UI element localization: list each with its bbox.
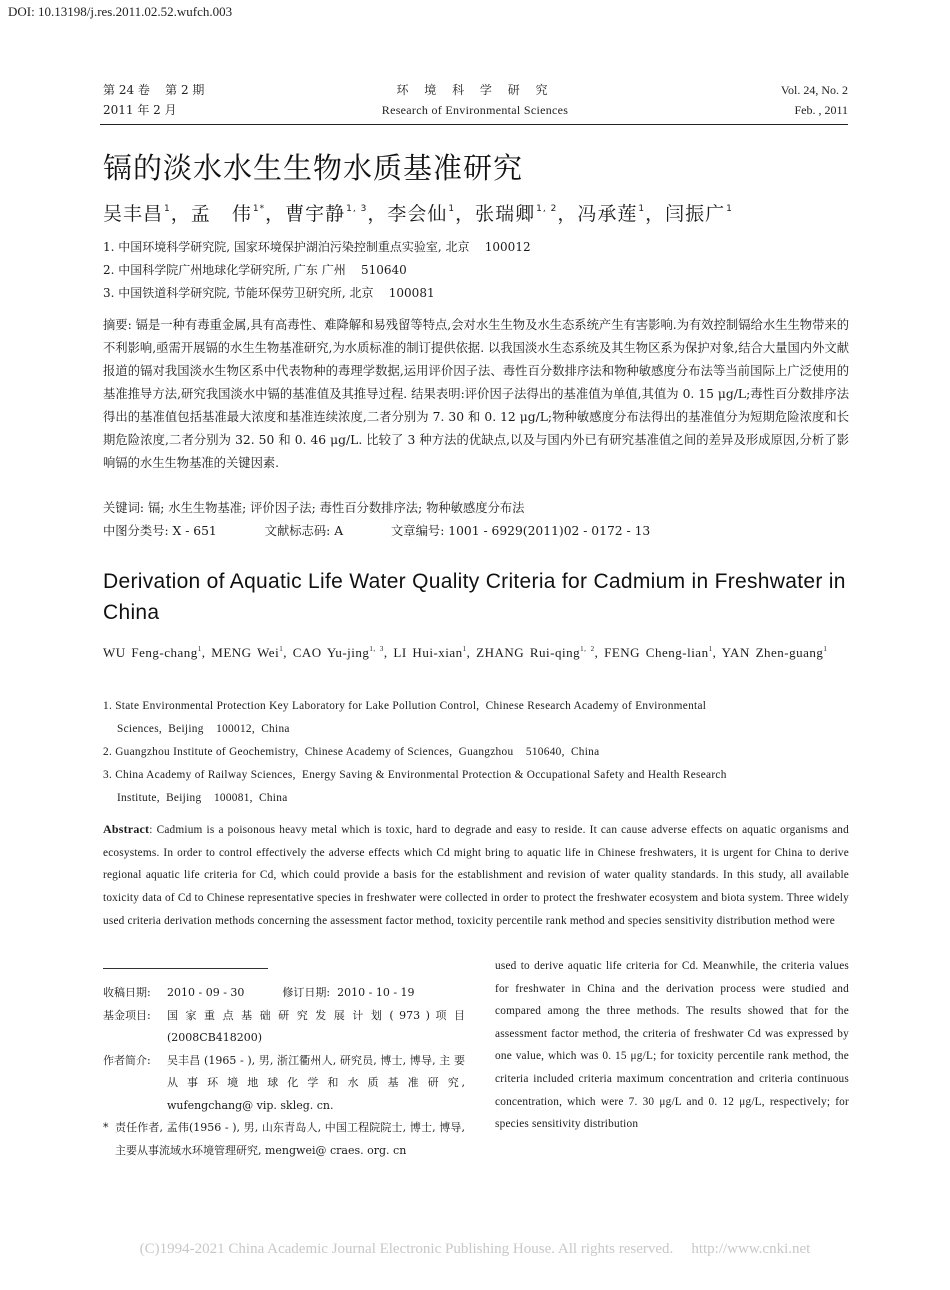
author-list-cn [103,199,733,226]
document-code: 文献标志码: A [264,524,344,538]
author-en: WU Feng-chang$^1$, [103,645,206,660]
volume-issue-en: Vol. 24, No. 2 [780,83,848,97]
copyright-text: (C)1994-2021 China Academic Journal Electronic Publishing House. All rights reserved. [139,1241,674,1257]
journal-volume-info-en [781,80,848,120]
asterisk-mark: * [103,1121,109,1134]
footnote-fund: 基金项目: 国 家 重 点 基 础 研 究 发 展 计 划 ( 973 ) 项 目 (2008CB418200) [103,1008,465,1044]
affiliation-en: 2. Guangzhou Institute of Geochemistry, Chinese Academy of Sciences, Guangzhou 510640, China [103,746,600,758]
abstract-label: Abstract [103,822,150,836]
paper-title-en: Derivation of Aquatic Life Water Quality Criteria for Cadmium in Freshwater in China [103,570,846,624]
author-en: MENG Wei$^1$, [211,645,287,660]
footnotes [103,982,465,1162]
abstract-en-continued: used to derive aquatic life criteria for Cd. Meanwhile, the criteria values for freshwater in China and the derivation process were studied and compared among the three methods. The results showed that for the assessment factor method, the criteria of freshwater Cd was expressed by one value, which was 0. 15 μg/L; for toxicity percentile rank method, the criteria included criteria maximum concentration and criteria continuous concentration, which were 7. 30 μg/L and 0. 12 μg/L, respectively; for species sensitivity distribution [495,960,849,1131]
cnki-link[interactable]: http://www.cnki.net [691,1241,811,1257]
author-en: YAN Zhen-guang$^1$ [721,645,828,660]
header-divider [100,124,848,125]
author-list-en [103,637,849,665]
author-cn: 李会仙$^1$， [387,203,476,225]
footnote-author-bio: 作者简介: 吴丰昌 (1965 - ), 男, 浙江衢州人, 研究员, 博士, 博导, 主 要 从 事 环 境 地 球 化 学 和 水 质 基 准 研 究, wufengchang@ vip. skleg. cn. [103,1053,465,1112]
author-en: CAO Yu-jing$^{1, 3}$, [292,645,388,660]
author-cn: 张瑞卿$^{1, 2}$， [475,203,578,225]
publication-date-en: Feb. , 2011 [794,103,848,117]
author-cn: 孟 伟$^{1*}$， [190,203,286,225]
affiliations-en [103,695,849,810]
publication-date-cn: 2011 年 2 月 [103,103,177,117]
affiliation-en: 3. China Academy of Railway Sciences, Energy Saving & Environmental Protection & Occupational Safety and Health Research Institute, Beijing 100081, China [103,769,727,804]
footnote-corresponding: * 责任作者, 孟伟(1956 - ), 男, 山东青岛人, 中国工程院院士, 博士, 博导, 主要从事流域水环境管理研究, mengwei@ craes. org. cn [103,1117,465,1162]
affiliations-cn [103,236,531,305]
author-en: FENG Cheng-lian$^1$, [604,645,717,660]
clc-number: 中图分类号: X - 651 [103,524,217,538]
copyright-watermark [0,1241,950,1258]
journal-name-en: Research of Environmental Sciences [381,103,569,117]
affiliation-en: 1. State Environmental Protection Key Laboratory for Lake Pollution Control, Chinese Research Academy of Environmental Sciences, Beijing 100012, China [103,700,707,735]
footnote-divider [103,968,268,969]
author-cn: 闫振广$^1$ [665,203,733,225]
footnote-dates: 收稿日期: 2010 - 09 - 30 修订日期: 2010 - 10 - 19 [103,986,415,999]
affiliation-cn: 2. 中国科学院广州地球化学研究所, 广东 广州 510640 [103,263,407,277]
abstract-text: : Cadmium is a poisonous heavy metal which is toxic, hard to degrade and easy to reside. It can cause adverse effects on aquatic organisms and ecosystems. In order to control effectively the adverse effects which Cd might bring to aquatic life in Chinese freshwaters, it is urgent for China to derive regional aquatic life criteria for Cd, which could provide a basis for the establishment and revision of water quality standards. In this study, all available toxicity data of Cd to Chinese representative species in freshwater were collected in order to protect the freshwater ecosystem and biota system. Three widely used criteria derivation methods concerning the assessment factor method, toxicity percentile rank method and species sensitivity distribution method were [103,824,849,927]
author-en: LI Hui-xian$^1$, [393,645,471,660]
article-number: 文章编号: 1001 - 6929(2011)02 - 0172 - 13 [391,524,651,538]
received-date: 2010 - 09 - 30 [167,986,245,999]
author-cn: 曹宇静$^{1, 3}$， [285,203,388,225]
keywords-cn: 关键词: 镉; 水生生物基准; 评价因子法; 毒性百分数排序法; 物种敏感度分布法 [103,501,525,515]
revised-date: 修订日期: 2010 - 10 - 19 [282,986,415,999]
abstract-cn: 摘要: 镉是一种有毒重金属,具有高毒性、难降解和易残留等特点,会对水生生物及水生态系统产生有害影响.为有效控制镉给水生生物带来的不利影响,亟需开展镉的水生生物基准研究,为水质标准的制订提供依据. 以我国淡水生态系统及其生物区系为保护对象,结合大量国内外文献报道的镉对我国淡水生物区系中代表物种的毒理学数据,运用评价因子法、毒性百分数排序法和物种敏感度分布法等当前国际上广泛使用的基准推导方法,研究我国淡水中镉的基准值及其推导过程. 结果表明:评价因子法得出的基准值为单值,其值为 0. 15 μg/L;毒性百分数排序法得出的基准值包括基准最大浓度和基准连续浓度,二者分别为 7. 30 和 0. 12 μg/L;物种敏感度分布法得出的基准值分为短期危险浓度和长期危险浓度,二者分别为 32. 50 和 0. 46 μg/L. 比较了 3 种方法的优缺点,以及与国内外已有研究基准值之间的差异及形成原因,分析了影响镉的水生生物基准的关键因素. [103,318,849,470]
author-cn: 吴丰昌$^1$， [103,203,191,225]
journal-name-cn: 环 境 科 学 研 究 [396,83,554,97]
paper-title-cn: 镉的淡水水生生物水质基准研究 [103,151,524,185]
affiliation-cn: 3. 中国铁道科学研究院, 节能环保劳卫研究所, 北京 100081 [103,286,435,300]
classification-line [103,520,694,543]
author-en: ZHANG Rui-qing$^{1, 2}$, [476,645,599,660]
author-cn: 冯承莲$^1$， [577,203,666,225]
abstract-en [103,818,849,933]
affiliation-cn: 1. 中国环境科学研究院, 国家环境保护湖泊污染控制重点实验室, 北京 100012 [103,240,531,254]
volume-issue: 第 24 卷 第 2 期 [103,83,205,97]
doi-line: DOI: 10.13198/j.res.2011.02.52.wufch.003 [8,4,233,19]
